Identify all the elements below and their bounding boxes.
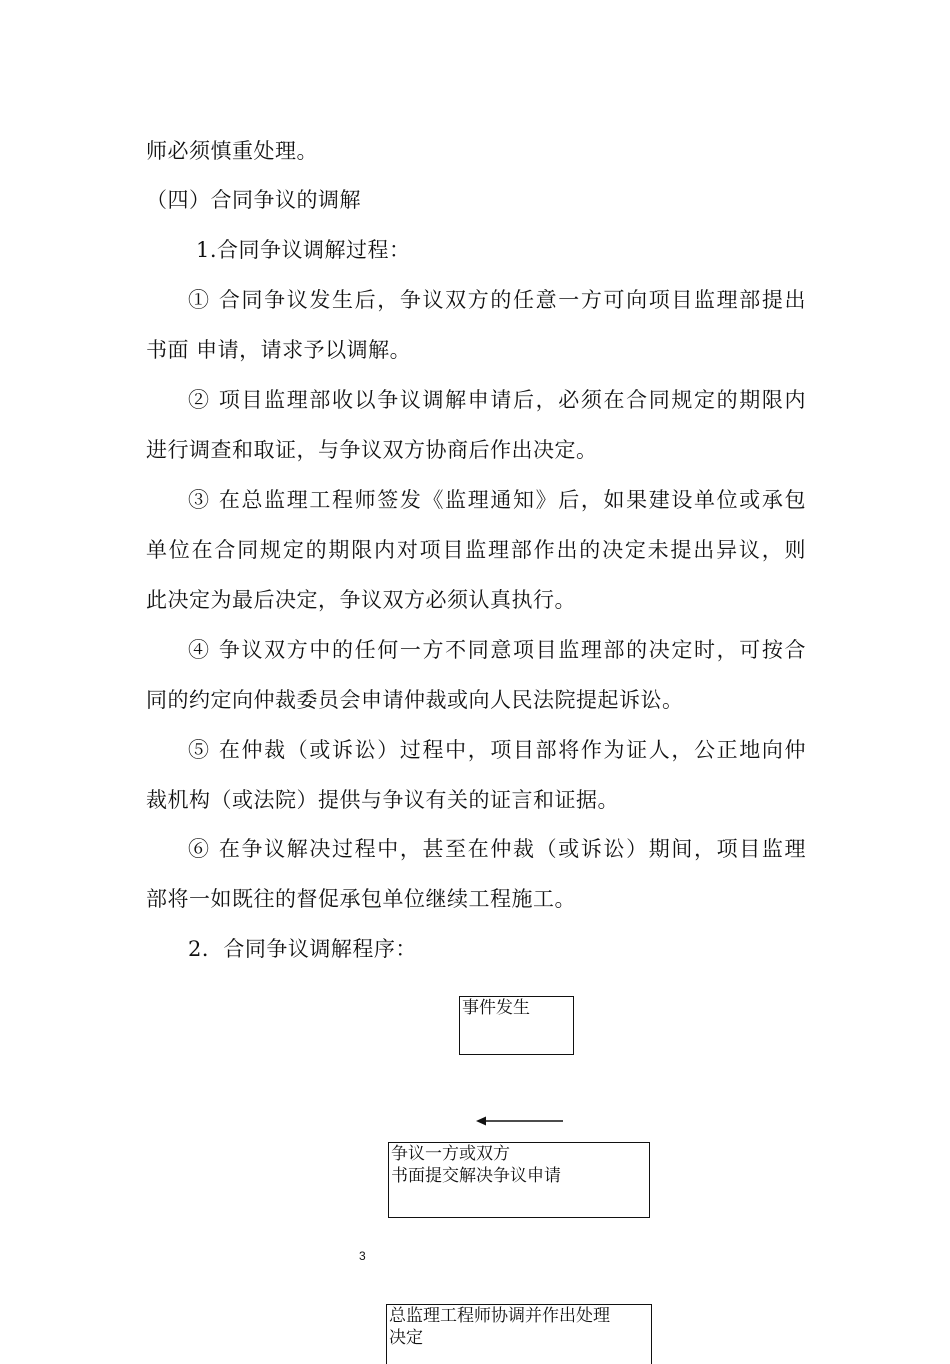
subheading: 2．合同争议调解程序：	[188, 937, 417, 961]
list-item-line: ① 合同争议发生后，争议双方的任意一方可向项目监理部提出	[188, 288, 806, 312]
list-item-line: ⑥ 在争议解决过程中，甚至在仲裁（或诉讼）期间，项目监理	[188, 837, 806, 861]
list-item-line: ④ 争议双方中的任何一方不同意项目监理部的决定时，可按合	[188, 638, 806, 662]
section-heading: （四）合同争议的调解	[146, 188, 361, 212]
list-item-line: 裁机构（或法院）提供与争议有关的证言和证据。	[146, 788, 619, 812]
list-item-line: 书面 申请，请求予以调解。	[146, 338, 412, 362]
paragraph-line: 师必须慎重处理。	[146, 139, 318, 163]
list-item-line: 进行调查和取证，与争议双方协商后作出决定。	[146, 438, 598, 462]
list-item-line: 部将一如既往的督促承包单位继续工程施工。	[146, 887, 576, 911]
flowchart-box-event	[459, 996, 574, 1055]
page-number: 3	[359, 1249, 366, 1263]
flowchart-box-label: 争议一方或双方	[391, 1144, 510, 1164]
list-item-line: ⑤ 在仲裁（或诉讼）过程中，项目部将作为证人，公正地向仲	[188, 738, 806, 762]
flowchart-box-label: 总监理工程师协调并作出处理	[389, 1306, 610, 1326]
flowchart-box-label: 书面提交解决争议申请	[391, 1166, 561, 1186]
list-item-line: 此决定为最后决定，争议双方必须认真执行。	[146, 588, 576, 612]
list-item-line: 同的约定向仲裁委员会申请仲裁或向人民法院提起诉讼。	[146, 688, 684, 712]
arrow-left-icon	[476, 1114, 564, 1128]
list-item-line: ② 项目监理部收以争议调解申请后，必须在合同规定的期限内	[188, 388, 806, 412]
flowchart-box-application	[388, 1142, 650, 1218]
flowchart-box-label: 事件发生	[462, 998, 530, 1018]
flowchart-box-label: 决定	[389, 1328, 423, 1348]
flowchart-box-decision	[386, 1304, 652, 1364]
list-item-line: ③ 在总监理工程师签发《监理通知》后，如果建设单位或承包	[188, 488, 806, 512]
list-item-line: 单位在合同规定的期限内对项目监理部作出的决定未提出异议，则	[146, 538, 806, 562]
subheading: 1.合同争议调解过程：	[196, 238, 411, 262]
